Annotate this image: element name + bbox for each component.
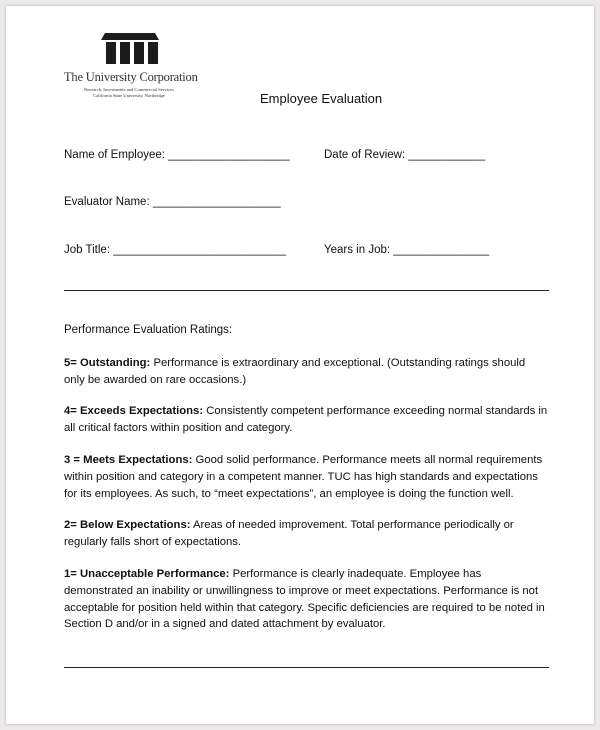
rating-item: [64, 517, 548, 551]
rating-description: Performance is extraordinary and exceptional. (Outstanding ratings should only be awarded on rare occasions.): [64, 357, 526, 386]
years-in-job-field[interactable]: Years in Job: _______________: [324, 244, 490, 256]
ratings-heading: Performance Evaluation Ratings:: [64, 324, 233, 336]
logo-subline: California State University, Northridge: [93, 93, 165, 98]
document-page: [6, 6, 594, 724]
rating-item: [64, 403, 548, 437]
rating-item: [64, 355, 548, 389]
rating-item: [64, 452, 548, 502]
university-corporation-logo: [64, 32, 198, 98]
section-divider: [64, 667, 549, 668]
evaluator-name-field[interactable]: Evaluator Name: ____________________: [64, 196, 281, 208]
section-divider: [64, 290, 549, 291]
building-icon: [64, 32, 194, 68]
rating-term: 3 = Meets Expectations:: [64, 454, 193, 466]
job-title-field[interactable]: Job Title: ___________________________: [64, 244, 286, 256]
rating-term: 1= Unacceptable Performance:: [64, 568, 230, 580]
rating-term: 2= Below Expectations:: [64, 519, 191, 531]
rating-description: Consistently competent performance exceeding normal standards in all critical factors within position and category.: [64, 405, 548, 434]
rating-term: 4= Exceeds Expectations:: [64, 405, 204, 417]
rating-item: [64, 566, 548, 633]
date-of-review-field[interactable]: Date of Review: ____________: [324, 149, 486, 161]
rating-description: Performance is clearly inadequate. Employee has demonstrated an inability or unwillingness to improve or meet expectations. Performance is not acceptable for position held within that category. Specific deficiencies are required to be noted in Section D and/or in a signed and dated attachment by evaluator.: [64, 568, 545, 631]
logo-name: The University Corporation: [64, 70, 198, 84]
name-of-employee-field[interactable]: Name of Employee: ___________________: [64, 149, 290, 161]
document-title: Employee Evaluation: [260, 91, 383, 106]
rating-description: Good solid performance. Performance meets all normal requirements within position and category in a competent manner. TUC has high standards and expectations for its employees. As such, to “meet expectations”, an employee is doing the function well.: [64, 454, 543, 500]
rating-description: Areas of needed improvement. Total performance periodically or regularly falls short of expectations.: [64, 519, 514, 548]
logo-subline: Research, Investments and Commercial Services: [84, 87, 174, 92]
rating-term: 5= Outstanding:: [64, 357, 151, 369]
